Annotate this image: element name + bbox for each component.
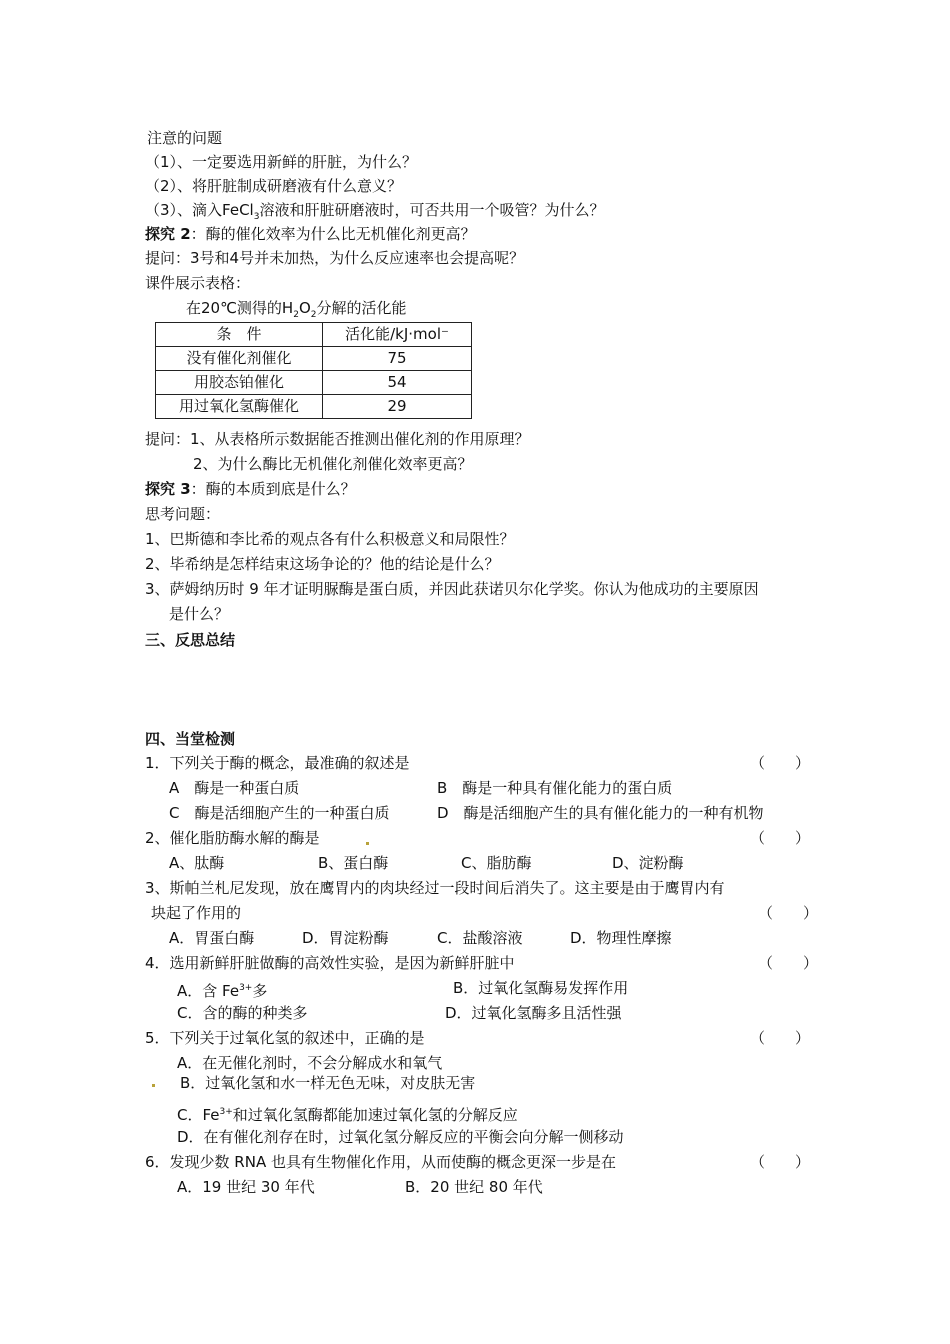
answer-paren: （ ） xyxy=(750,754,811,772)
quiz-q3-b: D．胃淀粉酶 xyxy=(302,929,389,947)
table-row xyxy=(156,347,472,371)
table-cell: 54 xyxy=(323,371,472,395)
note-3: （3）、滴入FeCl$_3$溶液和肝脏研磨液时，可否共用一个吸管？为什么？ xyxy=(145,201,605,222)
header-condition: 条 件 xyxy=(156,323,323,347)
explore-2-heading: 探究 2：酶的催化效率为什么比无机催化剂更高？ xyxy=(145,225,476,243)
quiz-q1: 1．下列关于酶的概念，最准确的叙述是 xyxy=(145,754,410,772)
answer-paren: （ ） xyxy=(750,829,811,847)
header-activation-energy: 活化能/kJ·mol⁻ xyxy=(323,323,472,347)
section-quiz: 四、当堂检测 xyxy=(145,730,236,748)
quiz-q6-b: B．20 世纪 80 年代 xyxy=(405,1178,543,1196)
quiz-q3-d: D．物理性摩擦 xyxy=(570,929,672,947)
answer-paren: （ ） xyxy=(758,904,819,922)
quiz-q4-d: D．过氧化氢酶多且活性强 xyxy=(445,1004,622,1022)
quiz-q2: 2、催化脂肪酶水解的酶是 xyxy=(145,829,320,847)
table-cell: 用胶态铂催化 xyxy=(156,371,323,395)
quiz-q1-d: D 酶是活细胞产生的具有催化能力的一种有机物 xyxy=(437,804,764,822)
think-2: 2、毕希纳是怎样结束这场争论的？他的结论是什么？ xyxy=(145,555,500,573)
quiz-q5-d: D．在有催化剂存在时，过氧化氢分解反应的平衡会向分解一侧移动 xyxy=(177,1128,624,1146)
table-cell: 29 xyxy=(323,395,472,419)
speck xyxy=(366,842,369,845)
table-cell: 用过氧化氢酶催化 xyxy=(156,395,323,419)
activation-energy-table xyxy=(155,322,472,419)
table-caption: 在20℃测得的$H_2O_2$分解的活化能 xyxy=(186,299,407,320)
think-label: 思考问题： xyxy=(145,505,221,523)
think-3-cont: 是什么？ xyxy=(169,605,230,623)
table-cell: 没有催化剂催化 xyxy=(156,347,323,371)
quiz-q3-a: A．胃蛋白酶 xyxy=(169,929,255,947)
table-cell: 75 xyxy=(323,347,472,371)
answer-paren: （ ） xyxy=(750,1029,811,1047)
quiz-q4-b: B．过氧化氢酶易发挥作用 xyxy=(453,979,629,997)
note-1: （1）、一定要选用新鲜的肝脏，为什么？ xyxy=(145,153,418,171)
quiz-q2-c: C、脂肪酶 xyxy=(461,854,532,872)
quiz-q4-c: C．含的酶的种类多 xyxy=(177,1004,308,1022)
speck xyxy=(152,1084,155,1087)
quiz-q2-a: A、肽酶 xyxy=(169,854,225,872)
quiz-q2-d: D、淀粉酶 xyxy=(612,854,684,872)
think-1: 1、巴斯德和李比希的观点各有什么积极意义和局限性？ xyxy=(145,530,515,548)
quiz-q2-b: B、蛋白酶 xyxy=(318,854,389,872)
quiz-q5: 5．下列关于过氧化氢的叙述中，正确的是 xyxy=(145,1029,425,1047)
quiz-q3-c: C．盐酸溶液 xyxy=(437,929,523,947)
think-3: 3、萨姆纳历时 9 年才证明脲酶是蛋白质，并因此获诺贝尔化学奖。你认为他成功的主要原因 xyxy=(145,580,759,598)
quiz-q5-a: A．在无催化剂时，不会分解成水和氧气 xyxy=(177,1054,443,1072)
explore-3-heading: 探究 3：酶的本质到底是什么？ xyxy=(145,480,356,498)
note-2: （2）、将肝脏制成研磨液有什么意义？ xyxy=(145,177,403,195)
quiz-q1-b: B 酶是一种具有催化能力的蛋白质 xyxy=(437,779,673,797)
quiz-q5-c: C．$Fe^{3+}$和过氧化氢酶都能加速过氧化氢的分解反应 xyxy=(177,1106,518,1124)
notes-title: 注意的问题 xyxy=(147,129,223,147)
table-row xyxy=(156,395,472,419)
table-header-row xyxy=(156,323,472,347)
quiz-q4: 4．选用新鲜肝脏做酶的高效性实验，是因为新鲜肝脏中 xyxy=(145,954,515,972)
quiz-q3: 3、斯帕兰札尼发现，放在鹰胃内的肉块经过一段时间后消失了。这主要是由于鹰胃内有 xyxy=(145,879,725,897)
explore-2-question: 提问：3号和4号并未加热，为什么反应速率也会提高呢？ xyxy=(145,249,525,267)
quiz-q5-b: B．过氧化氢和水一样无色无味，对皮肤无害 xyxy=(180,1074,476,1092)
quiz-q6-a: A．19 世纪 30 年代 xyxy=(177,1178,315,1196)
table-question-2: 2、为什么酶比无机催化剂催化效率更高？ xyxy=(193,455,473,473)
quiz-q3-cont: 块起了作用的 xyxy=(151,904,242,922)
table-question-1: 提问：1、从表格所示数据能否推测出催化剂的作用原理？ xyxy=(145,430,530,448)
courseware-table-label: 课件展示表格： xyxy=(145,274,251,292)
quiz-q1-c: C 酶是活细胞产生的一种蛋白质 xyxy=(169,804,390,822)
answer-paren: （ ） xyxy=(750,1153,811,1171)
table-row xyxy=(156,371,472,395)
quiz-q4-a: A．含 $Fe^{3+}$多 xyxy=(177,982,268,1000)
answer-paren: （ ） xyxy=(758,954,819,972)
quiz-q6: 6．发现少数 RNA 也具有生物催化作用，从而使酶的概念更深一步是在 xyxy=(145,1153,616,1171)
section-reflection: 三、反思总结 xyxy=(145,631,236,649)
quiz-q1-a: A 酶是一种蛋白质 xyxy=(169,779,300,797)
